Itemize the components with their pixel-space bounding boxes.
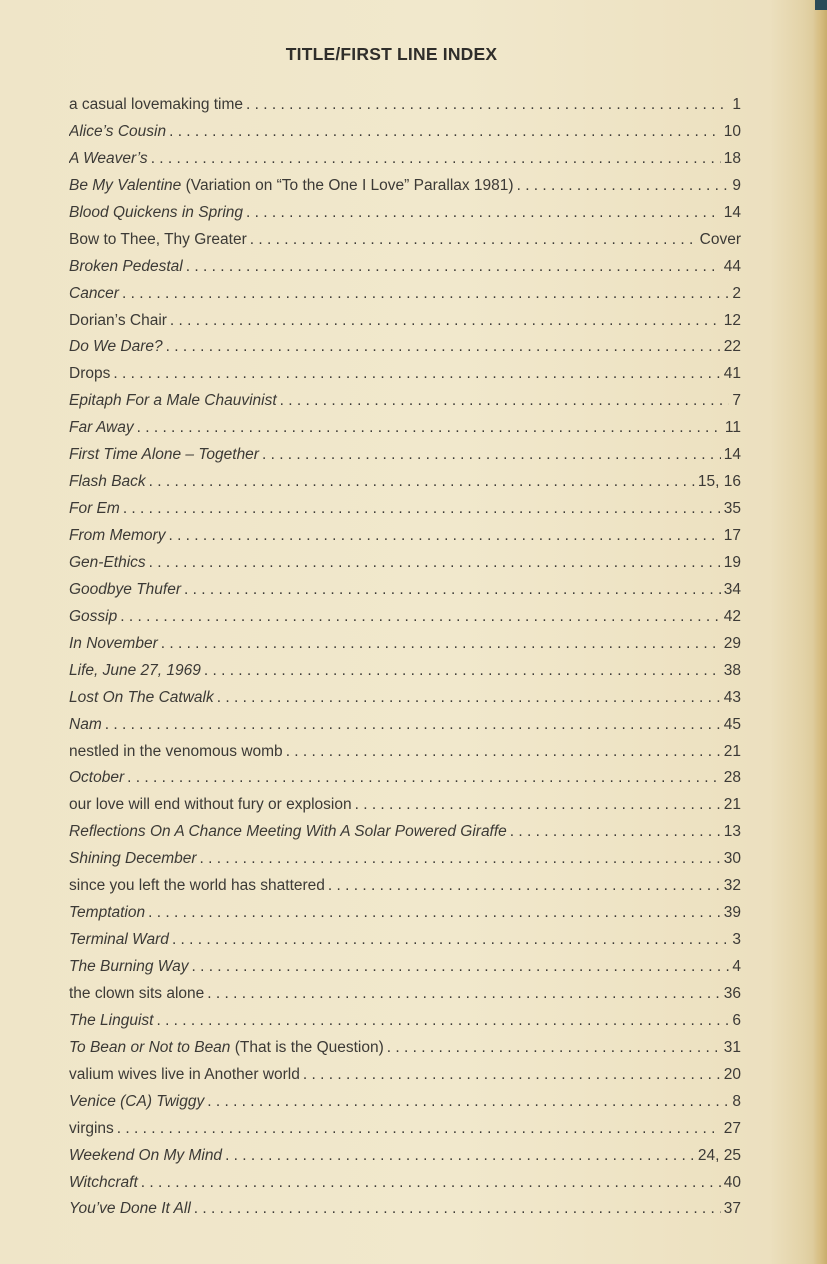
index-entry xyxy=(69,334,741,361)
page-number: 10 xyxy=(723,122,741,140)
index-entry xyxy=(69,1170,741,1197)
index-entry xyxy=(69,227,741,254)
entry-title-text: First Time Alone – Together xyxy=(69,446,259,464)
page-number: 28 xyxy=(723,769,741,787)
dot-leader xyxy=(184,577,721,604)
entry-title xyxy=(69,200,243,227)
dot-leader xyxy=(246,92,729,119)
entry-title-text: Do We Dare? xyxy=(69,338,163,356)
index-entry xyxy=(69,415,741,442)
entry-title xyxy=(69,173,514,200)
index-entry xyxy=(69,604,741,631)
page-number: 40 xyxy=(723,1173,741,1191)
dot-leader xyxy=(113,361,720,388)
entry-title xyxy=(69,604,117,631)
entry-title-text: Weekend On My Mind xyxy=(69,1146,223,1164)
dot-leader xyxy=(156,1008,729,1035)
index-entry xyxy=(69,146,741,173)
entry-title-text: Life, June 27, 1969 xyxy=(69,661,201,679)
entry-title-text: Witchcraft xyxy=(69,1173,138,1191)
entry-title xyxy=(69,765,124,792)
entry-title-text: From Memory xyxy=(69,527,166,544)
entry-title-text: Shining December xyxy=(69,850,197,868)
page-number: 45 xyxy=(723,715,741,733)
dot-leader xyxy=(127,765,721,792)
index-entry xyxy=(69,631,741,658)
page-number: 9 xyxy=(732,176,741,194)
index-entry xyxy=(69,308,741,335)
entry-title-text: Dorian’s Chair xyxy=(69,311,167,329)
entry-title-text: The Linguist xyxy=(69,1011,154,1029)
page-number: 34 xyxy=(723,580,741,598)
index-entry xyxy=(69,900,741,927)
index-entry xyxy=(69,873,741,900)
page-number: 21 xyxy=(723,796,741,814)
entry-title xyxy=(69,146,148,173)
entry-title xyxy=(69,792,352,819)
index-entry xyxy=(69,1116,741,1143)
entry-title-text: To Bean or Not to Bean xyxy=(69,1038,231,1056)
dot-leader xyxy=(148,900,721,927)
entry-title xyxy=(69,415,134,442)
entry-title xyxy=(69,1089,204,1116)
dot-leader xyxy=(169,119,721,146)
entry-title-text: Cancer xyxy=(69,284,119,302)
page-number: 41 xyxy=(723,365,741,383)
page-number: 14 xyxy=(723,446,741,464)
index-entry xyxy=(69,281,741,308)
entry-title xyxy=(69,496,120,523)
page-number: 15, 16 xyxy=(697,473,741,491)
entry-title xyxy=(69,900,145,927)
page-number: 31 xyxy=(723,1038,741,1056)
dot-leader xyxy=(151,146,721,173)
dot-leader xyxy=(207,1089,729,1116)
dot-leader xyxy=(204,658,721,685)
index-entry xyxy=(69,685,741,712)
index-entry xyxy=(69,496,741,523)
index-entry xyxy=(69,469,741,496)
entry-title xyxy=(69,1062,300,1089)
index-entry xyxy=(69,954,741,981)
dot-leader xyxy=(250,227,697,254)
index-entry xyxy=(69,792,741,819)
index-entry xyxy=(69,1008,741,1035)
index-entry xyxy=(69,173,741,200)
entry-title-text: Gossip xyxy=(69,607,118,625)
entry-title xyxy=(69,523,165,550)
entry-title xyxy=(69,388,277,415)
dot-leader xyxy=(137,415,722,442)
page-corner-mark xyxy=(815,0,827,10)
index-entry xyxy=(69,1089,741,1116)
dot-leader xyxy=(166,334,721,361)
entry-title xyxy=(69,254,183,281)
index-entry xyxy=(69,254,741,281)
page-number: 2 xyxy=(732,284,741,302)
page-number: 29 xyxy=(723,634,741,652)
page-number: 24, 25 xyxy=(697,1146,741,1164)
entry-title-text: the clown sits alone xyxy=(69,984,205,1002)
entry-title xyxy=(69,1196,191,1223)
entry-title xyxy=(69,631,158,658)
page-number: 27 xyxy=(723,1119,741,1137)
page-number: Cover xyxy=(699,230,741,248)
page-number: 35 xyxy=(723,500,741,518)
dot-leader xyxy=(510,819,721,846)
dot-leader xyxy=(328,873,721,900)
entry-title-text: Temptation xyxy=(69,904,146,922)
dot-leader xyxy=(387,1035,721,1062)
dot-leader xyxy=(105,712,721,739)
index-entry xyxy=(69,765,741,792)
index-entry xyxy=(69,442,741,469)
entry-title xyxy=(69,1143,222,1170)
index-entry xyxy=(69,1143,741,1170)
entry-title xyxy=(69,1116,114,1143)
index-entry xyxy=(69,119,741,146)
entry-title xyxy=(69,927,169,954)
index-entry xyxy=(69,1035,741,1062)
entry-title xyxy=(69,712,102,739)
entry-title-text: Nam xyxy=(69,715,102,733)
page-number: 18 xyxy=(723,149,741,167)
index-entry xyxy=(69,361,741,388)
entry-title xyxy=(69,873,325,900)
entry-title xyxy=(69,846,197,873)
page-number: 3 xyxy=(732,931,741,949)
entry-title xyxy=(69,442,259,469)
dot-leader xyxy=(120,604,721,631)
page-number: 7 xyxy=(732,392,741,410)
page-number: 13 xyxy=(723,823,741,841)
dot-leader xyxy=(262,442,721,469)
page-number: 19 xyxy=(723,553,741,571)
index-entry xyxy=(69,819,741,846)
page-number: 17 xyxy=(723,527,741,544)
index-entry xyxy=(69,981,741,1008)
entry-title-text: Flash Back xyxy=(69,473,146,491)
dot-leader xyxy=(191,954,729,981)
entry-title-text: A Weaver’s xyxy=(69,149,148,167)
index-entry xyxy=(69,1196,741,1223)
entry-title xyxy=(69,550,146,577)
page-edge xyxy=(813,0,827,1264)
entry-title-text: since you left the world has shattered xyxy=(69,877,325,895)
dot-leader xyxy=(168,523,720,550)
page-number: 6 xyxy=(732,1011,741,1029)
page-number: 32 xyxy=(723,877,741,895)
page-number: 20 xyxy=(723,1065,741,1083)
index-list xyxy=(69,92,741,1223)
entry-title-text: virgins xyxy=(69,1119,114,1137)
dot-leader xyxy=(355,792,721,819)
dot-leader xyxy=(200,846,721,873)
entry-title xyxy=(69,308,167,335)
entry-title xyxy=(69,1170,138,1197)
index-entry xyxy=(69,523,741,550)
index-entry xyxy=(69,577,741,604)
entry-title-text: The Burning Way xyxy=(69,958,189,975)
dot-leader xyxy=(207,981,720,1008)
dot-leader xyxy=(172,927,729,954)
page-number: 30 xyxy=(723,850,741,868)
entry-title xyxy=(69,281,119,308)
index-entry xyxy=(69,712,741,739)
entry-title-text: Terminal Ward xyxy=(69,931,169,949)
dot-leader xyxy=(303,1062,721,1089)
entry-title xyxy=(69,685,214,712)
page-number: 44 xyxy=(723,257,741,275)
dot-leader xyxy=(246,200,721,227)
entry-title-text: valium wives live in Another world xyxy=(69,1065,300,1083)
dot-leader xyxy=(149,550,721,577)
dot-leader xyxy=(117,1116,721,1143)
page-number: 14 xyxy=(723,203,741,221)
entry-title-text: Drops xyxy=(69,365,111,383)
entry-title-text: nestled in the venomous womb xyxy=(69,742,283,760)
entry-title-text: Blood Quickens in Spring xyxy=(69,203,244,221)
dot-leader xyxy=(280,388,730,415)
entry-title xyxy=(69,819,507,846)
page-number: 42 xyxy=(723,607,741,625)
entry-title xyxy=(69,1035,384,1062)
page-number: 43 xyxy=(723,688,741,706)
entry-title-text: For Em xyxy=(69,500,120,518)
index-entry xyxy=(69,550,741,577)
page-number: 11 xyxy=(724,419,741,437)
entry-title-text: October xyxy=(69,769,125,787)
entry-title-text: Epitaph For a Male Chauvinist xyxy=(69,392,277,410)
dot-leader xyxy=(194,1196,721,1223)
entry-title-note: (Variation on “To the One I Love” Parallax 1981) xyxy=(181,176,514,194)
entry-title-text: Broken Pedestal xyxy=(69,257,183,275)
dot-leader xyxy=(186,254,721,281)
entry-title xyxy=(69,227,247,254)
index-entry xyxy=(69,658,741,685)
index-entry xyxy=(69,92,741,119)
entry-title-text: In November xyxy=(69,634,158,652)
dot-leader xyxy=(286,739,721,766)
page-number: 37 xyxy=(723,1200,741,1218)
page-number: 36 xyxy=(723,984,741,1002)
entry-title xyxy=(69,361,110,388)
index-entry xyxy=(69,1062,741,1089)
entry-title xyxy=(69,92,243,119)
dot-leader xyxy=(122,281,729,308)
entry-title xyxy=(69,954,188,981)
dot-leader xyxy=(517,173,730,200)
page-number: 4 xyxy=(732,958,741,975)
entry-title-note: (That is the Question) xyxy=(230,1038,384,1056)
entry-title xyxy=(69,739,283,766)
entry-title xyxy=(69,577,181,604)
entry-title-text: Alice’s Cousin xyxy=(69,122,167,140)
entry-title-text: Reflections On A Chance Meeting With A Solar Powered Giraffe xyxy=(69,823,507,841)
dot-leader xyxy=(141,1170,721,1197)
entry-title xyxy=(69,334,163,361)
entry-title-text: Goodbye Thufer xyxy=(69,580,182,598)
page-number: 1 xyxy=(732,96,741,113)
entry-title xyxy=(69,1008,153,1035)
entry-title-text: Gen-Ethics xyxy=(69,553,146,571)
entry-title xyxy=(69,469,146,496)
page-number: 38 xyxy=(723,661,741,679)
entry-title-text: Bow to Thee, Thy Greater xyxy=(69,230,247,248)
entry-title-text: Be My Valentine xyxy=(69,176,182,194)
page-number: 21 xyxy=(723,742,741,760)
index-entry xyxy=(69,927,741,954)
index-entry xyxy=(69,846,741,873)
dot-leader xyxy=(217,685,721,712)
page-title: TITLE/FIRST LINE INDEX xyxy=(285,44,498,64)
entry-title-text: You’ve Done It All xyxy=(69,1200,191,1218)
entry-title-text: a casual lovemaking time xyxy=(69,96,244,113)
index-entry xyxy=(69,388,741,415)
dot-leader xyxy=(161,631,721,658)
dot-leader xyxy=(170,308,721,335)
page-number: 39 xyxy=(723,904,741,922)
page-number: 8 xyxy=(732,1092,741,1110)
entry-title xyxy=(69,981,204,1008)
page-number: 12 xyxy=(723,311,741,329)
entry-title xyxy=(69,658,201,685)
index-entry xyxy=(69,200,741,227)
entry-title-text: Far Away xyxy=(69,419,134,437)
dot-leader xyxy=(123,496,721,523)
entry-title-text: Venice (CA) Twiggy xyxy=(69,1092,205,1110)
entry-title-text: Lost On The Catwalk xyxy=(69,688,214,706)
index-entry xyxy=(69,739,741,766)
page-number: 22 xyxy=(723,338,741,356)
entry-title xyxy=(69,119,166,146)
dot-leader xyxy=(225,1143,695,1170)
entry-title-text: our love will end without fury or explosion xyxy=(69,796,352,814)
dot-leader xyxy=(149,469,695,496)
